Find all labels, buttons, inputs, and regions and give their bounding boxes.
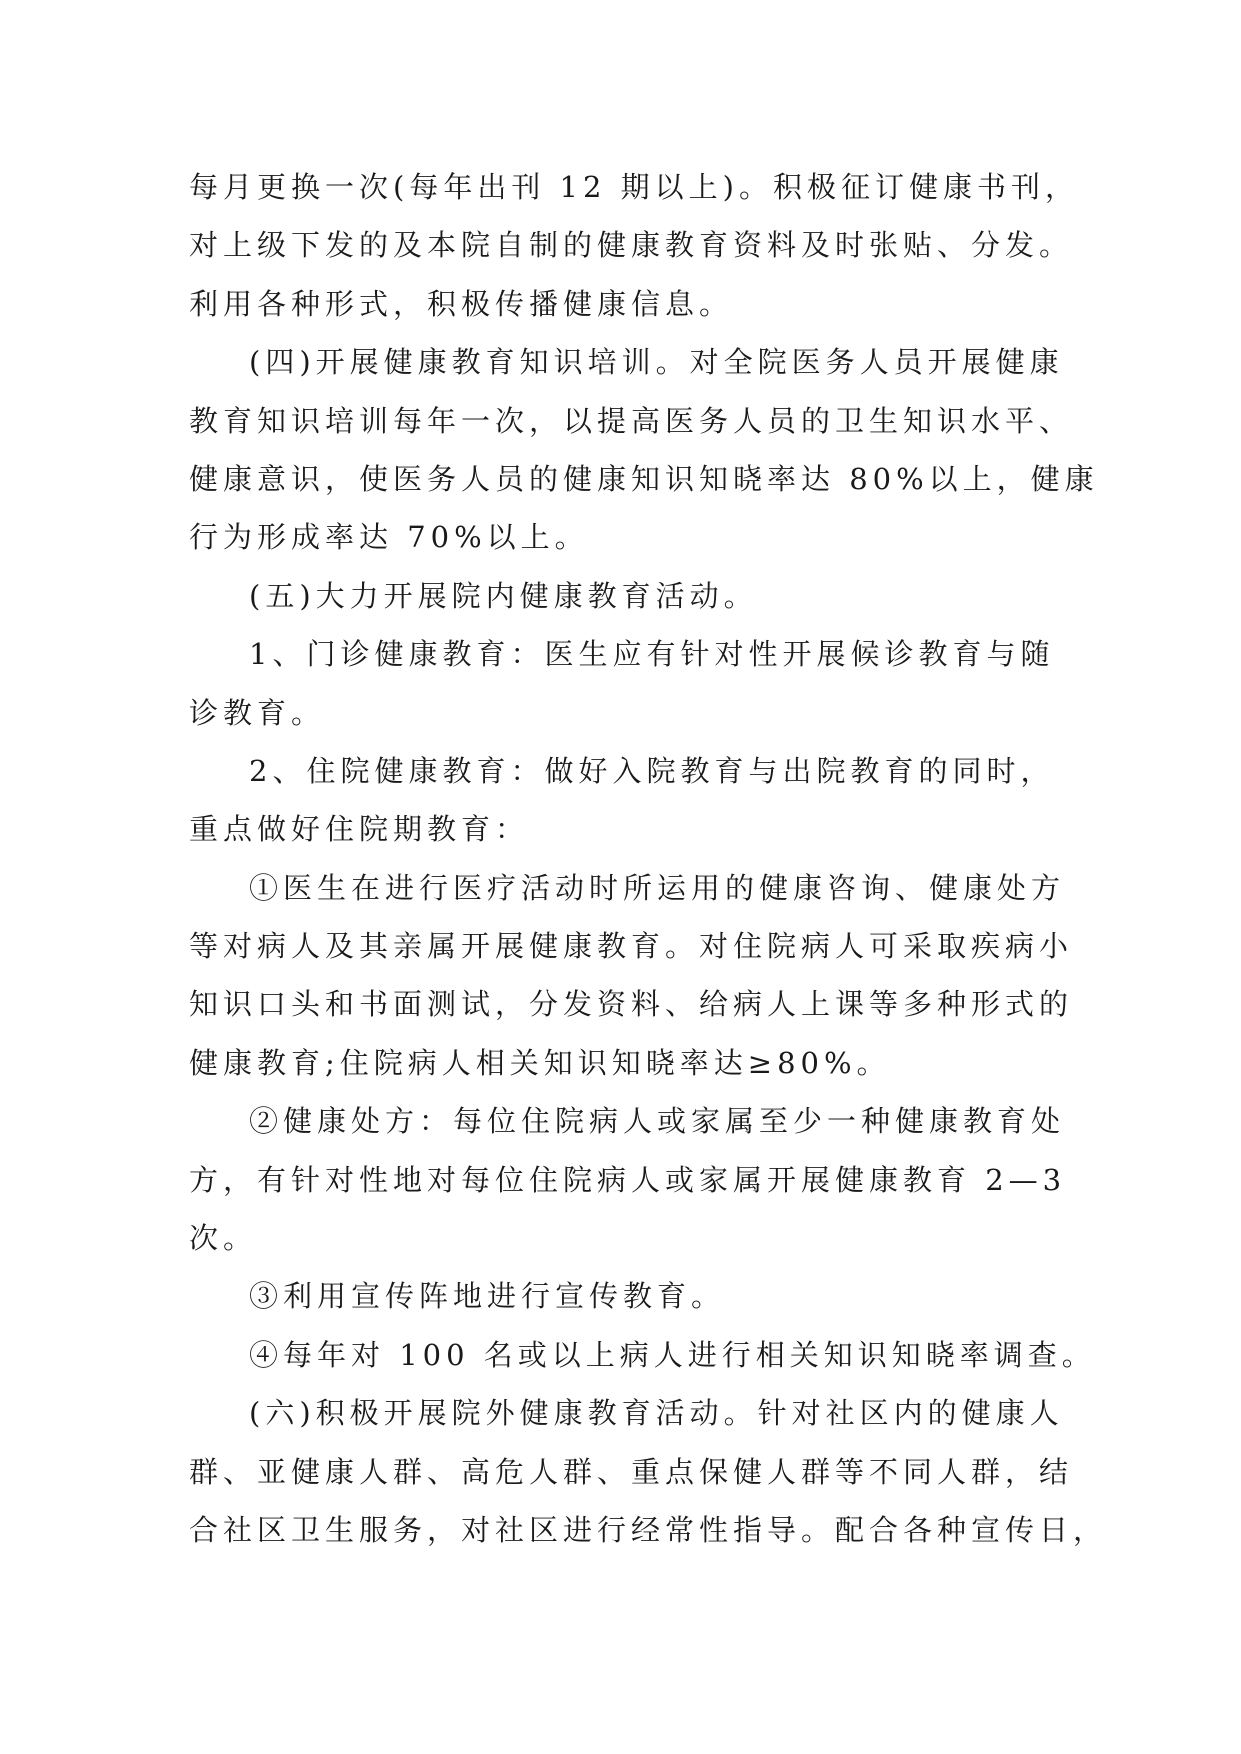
section-heading-4: (四)开展健康教育知识培训。对全院医务人员开展健康: [249, 345, 1064, 380]
sub-item-2: ②健康处方：每位住院病人或家属至少一种健康教育处: [249, 1104, 1066, 1139]
text-line: 诊教育。: [189, 695, 326, 730]
text-line: 群、亚健康人群、高危人群、重点保健人群等不同人群，结: [189, 1454, 1074, 1489]
section-heading-6: (六)积极开展院外健康教育活动。针对社区内的健康人: [249, 1396, 1064, 1431]
text-line: 利用各种形式，积极传播健康信息。: [189, 286, 734, 321]
text-line: 行为形成率达 70%以上。: [189, 520, 589, 555]
text-line: 次。: [189, 1221, 258, 1256]
text-line: 对上级下发的及本院自制的健康教育资料及时张贴、分发。: [189, 228, 1074, 263]
text-line: 健康意识，使医务人员的健康知识知晓率达 80%以上，健康: [189, 461, 1099, 496]
text-line: 合社区卫生服务，对社区进行经常性指导。配合各种宣传日，: [189, 1512, 1108, 1547]
section-heading-5: (五)大力开展院内健康教育活动。: [249, 578, 758, 613]
document-body: [189, 158, 1108, 1559]
sub-item-3: ③利用宣传阵地进行宣传教育。: [249, 1279, 726, 1314]
list-item-1: 1、门诊健康教育：医生应有针对性开展候诊教育与随: [249, 637, 1055, 672]
text-line: 教育知识培训每年一次，以提高医务人员的卫生知识水平、: [189, 403, 1074, 438]
sub-item-4: ④每年对 100 名或以上病人进行相关知识知晓率调查。: [249, 1337, 1096, 1372]
text-line: 健康教育;住院病人相关知识知晓率达≥80%。: [189, 1045, 891, 1080]
text-line: 重点做好住院期教育：: [189, 812, 530, 847]
text-line: 每月更换一次(每年出刊 12 期以上)。积极征订健康书刊，: [189, 170, 1079, 204]
text-line: 方，有针对性地对每位住院病人或家属开展健康教育 2—3: [189, 1162, 1067, 1197]
list-item-2: 2、住院健康教育：做好入院教育与出院教育的同时，: [249, 753, 1055, 788]
text-line: 等对病人及其亲属开展健康教育。对住院病人可采取疾病小: [189, 929, 1074, 964]
text-line: 知识口头和书面测试，分发资料、给病人上课等多种形式的: [189, 987, 1074, 1022]
sub-item-1: ①医生在进行医疗活动时所运用的健康咨询、健康处方: [249, 870, 1066, 905]
